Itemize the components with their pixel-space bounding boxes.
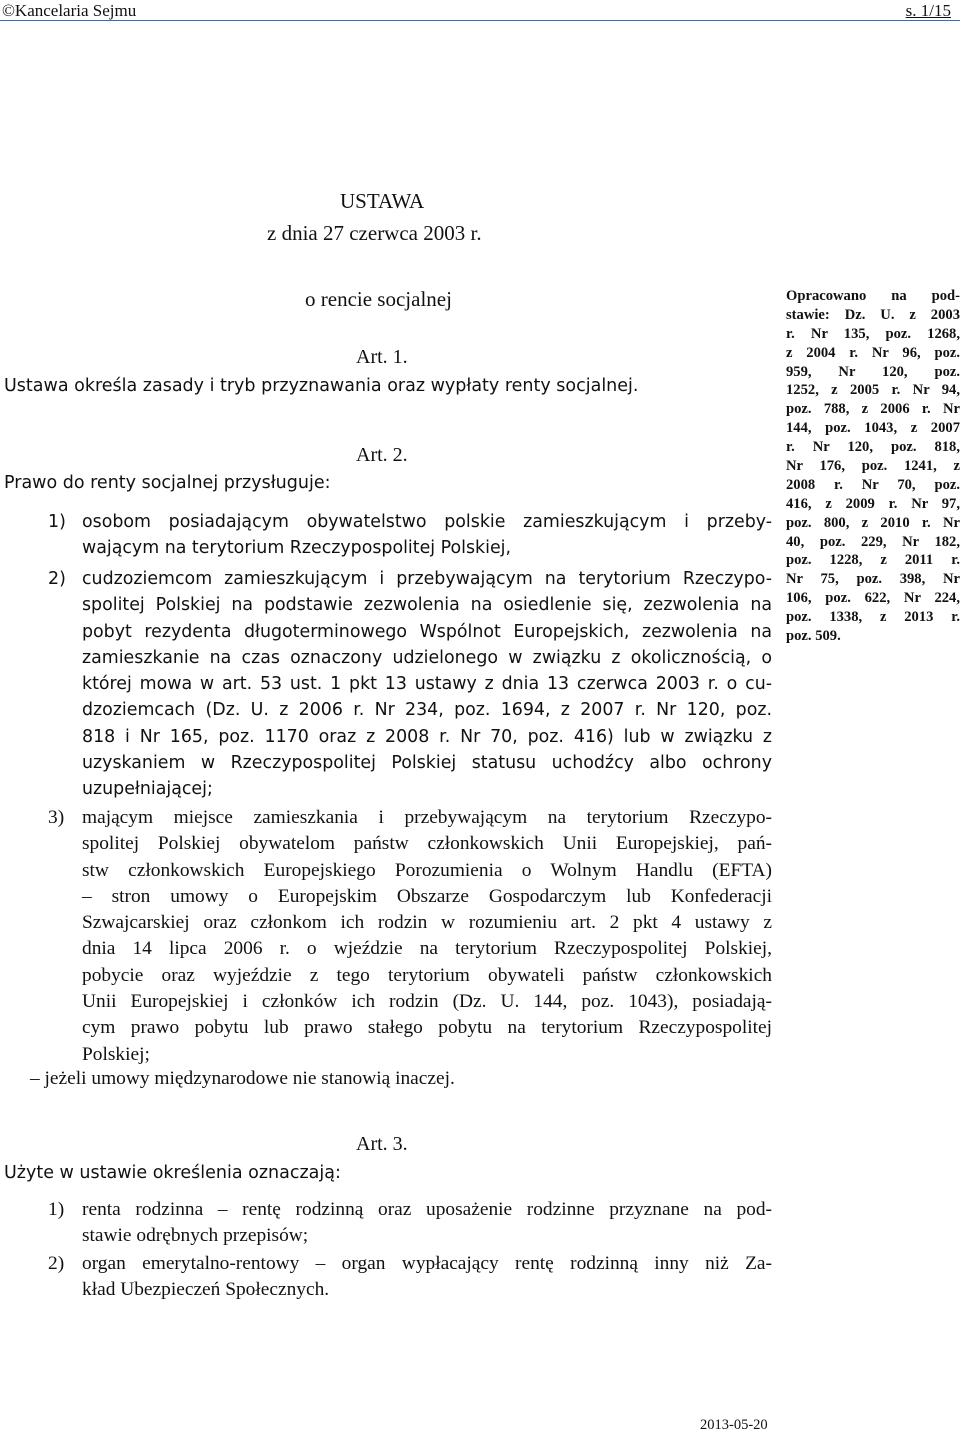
item-number: 1): [48, 1199, 65, 1220]
publisher-link[interactable]: ©Kancelaria Sejmu: [2, 1, 137, 20]
item-line: stawie odrębnych przepisów;: [82, 1225, 309, 1247]
item-line: cym prawo pobytu lub prawo stałego pobytu na terytorium Rzeczypospolitej: [82, 1017, 772, 1039]
item-line: stw członkowskich Europejskiego Porozumienia o Wolnym Handlu (EFTA): [82, 859, 772, 881]
item-number: 2): [48, 569, 66, 589]
item-number: 3): [48, 807, 65, 828]
page-number-link[interactable]: s. 1/15: [905, 1, 951, 20]
art-2-closing: – jeżeli umowy międzynarodowe nie stanowią inaczej.: [30, 1068, 455, 1089]
art-3-item-1: [48, 1197, 772, 1250]
item-line: mającym miejsce zamieszkania i przebywającym na terytorium Rzeczypo-: [82, 807, 772, 828]
source-note-line: Opracowano na pod-: [786, 288, 960, 304]
item-line: – stron umowy o Europejskim Obszarze Gospodarczym lub Konfederacji: [82, 885, 772, 907]
item-line: Unii Europejskiej i członków ich rodzin (Dz. U. 144, poz. 1043), posiadają-: [82, 991, 772, 1013]
source-note-line: 959, Nr 120, poz.: [786, 363, 960, 380]
item-number: 1): [48, 512, 66, 532]
item-line: której mowa w art. 53 ust. 1 pkt 13 ustawy z dnia 13 czerwca 2003 r. o cu-: [82, 674, 772, 695]
act-subject: o rencie socjalnej: [305, 287, 452, 311]
item-line: 818 i Nr 165, poz. 1170 oraz z 2008 r. Nr 70, poz. 416) lub w związku z: [82, 726, 772, 747]
source-note-line: 40, poz. 229, Nr 182,: [786, 533, 960, 550]
art-2-item-1: [48, 509, 772, 562]
source-note-line: r. Nr 135, poz. 1268,: [786, 325, 960, 342]
source-note-line: Nr 75, poz. 398, Nr: [786, 571, 960, 588]
source-note-line: 106, poz. 622, Nr 224,: [786, 590, 960, 607]
item-line: pobyt rezydenta długoterminowego Wspólnot Europejskich, zezwolenia na: [82, 621, 772, 642]
page-header: [0, 0, 960, 26]
source-note-line: 2008 r. Nr 70, poz.: [786, 476, 960, 493]
item-line: uzupełniającej;: [82, 779, 213, 800]
art-2-intro: Prawo do renty socjalnej przysługuje:: [4, 473, 331, 493]
source-note-line: poz. 788, z 2006 r. Nr: [786, 401, 960, 418]
item-line: wającym na terytorium Rzeczypospolitej Polskiej,: [82, 538, 511, 559]
source-note-line: 144, poz. 1043, z 2007: [786, 420, 960, 437]
source-note-line: poz. 509.: [786, 628, 841, 645]
art-3-item-2: [48, 1251, 772, 1304]
source-note-line: poz. 800, z 2010 r. Nr: [786, 514, 960, 531]
source-note: [786, 287, 960, 646]
item-number: 2): [48, 1253, 65, 1274]
publication-date: 2013-05-20: [700, 1417, 768, 1433]
item-line: osobom posiadającym obywatelstwo polskie zamieszkującym i przeby-: [82, 512, 772, 532]
item-line: Szwajcarskiej oraz członkom ich rodzin w rozumieniu art. 2 pkt 4 ustawy z: [82, 912, 772, 934]
item-line: pobycie oraz wyjeździe z tego terytorium obywateli państw członkowskich: [82, 964, 772, 986]
act-date: z dnia 27 czerwca 2003 r.: [267, 221, 482, 245]
item-line: uzyskaniem w Rzeczypospolitej Polskiej statusu uchodźcy albo ochrony: [82, 753, 772, 774]
item-line: spolitej Polskiej na podstawie zezwolenia na osiedlenie się, zezwolenia na: [82, 595, 772, 616]
source-note-line: poz. 1338, z 2013 r.: [786, 609, 960, 626]
art-2-item-2: [48, 566, 772, 803]
source-note-line: r. Nr 120, poz. 818,: [786, 439, 960, 456]
item-line: Polskiej;: [82, 1043, 150, 1065]
source-note-line: z 2004 r. Nr 96, poz.: [786, 344, 960, 361]
art-1-heading: Art. 1.: [356, 346, 408, 368]
source-note-line: 416, z 2009 r. Nr 97,: [786, 495, 960, 512]
art-3-intro: Użyte w ustawie określenia oznaczają:: [4, 1163, 341, 1183]
item-line: renta rodzinna – rentę rodzinną oraz uposażenie rodzinne przyznane na pod-: [82, 1199, 772, 1220]
art-2-item-3: [48, 805, 772, 1068]
item-line: dnia 14 lipca 2006 r. o wjeździe na terytorium Rzeczypospolitej Polskiej,: [82, 938, 772, 960]
item-line: spolitej Polskiej obywatelom państw członkowskich Unii Europejskiej, pań-: [82, 833, 772, 855]
art-2-heading: Art. 2.: [356, 444, 408, 466]
source-note-line: 1252, z 2005 r. Nr 94,: [786, 382, 960, 399]
header-divider: [0, 20, 960, 21]
art-3-heading: Art. 3.: [356, 1133, 408, 1155]
source-note-line: poz. 1228, z 2011 r.: [786, 552, 960, 569]
item-line: organ emerytalno-rentowy – organ wypłacający rentę rodzinną inny niż Za-: [82, 1253, 772, 1274]
item-line: dzoziemcach (Dz. U. z 2006 r. Nr 234, poz. 1694, z 2007 r. Nr 120, poz.: [82, 700, 772, 721]
item-line: cudzoziemcom zamieszkującym i przebywającym na terytorium Rzeczypo-: [82, 569, 772, 589]
act-type-title: USTAWA: [340, 189, 425, 213]
source-note-line: stawie: Dz. U. z 2003: [786, 306, 960, 323]
item-line: kład Ubezpieczeń Społecznych.: [82, 1279, 330, 1301]
art-1-text: Ustawa określa zasady i tryb przyznawania oraz wypłaty renty socjalnej.: [4, 376, 639, 396]
source-note-line: Nr 176, poz. 1241, z: [786, 458, 960, 475]
item-line: zamieszkanie na czas oznaczony udzielonego w związku z okolicznością, o: [82, 647, 772, 668]
